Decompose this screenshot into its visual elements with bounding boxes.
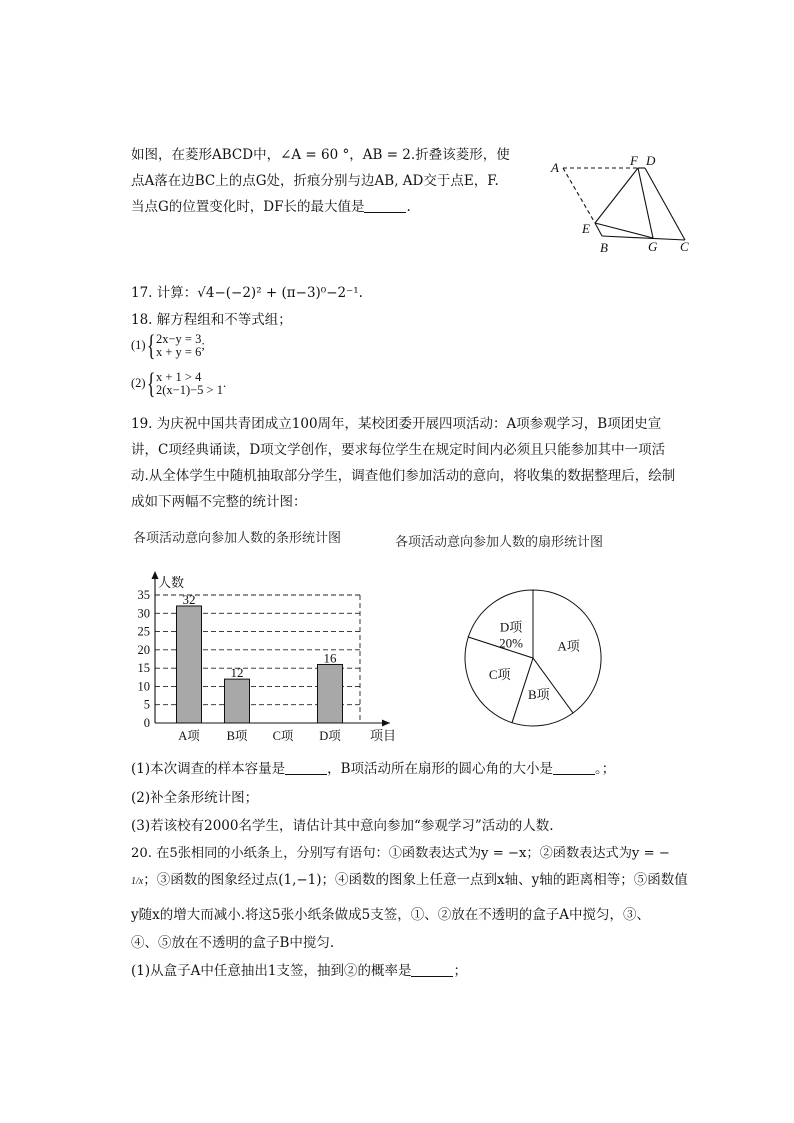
y-tick-label: 30: [137, 606, 150, 621]
y-tick-label: 0: [143, 716, 150, 730]
q20-sub1: [131, 959, 467, 979]
q20-sub1-end: ；: [453, 963, 467, 979]
q19-sample-size-blank[interactable]: [285, 760, 327, 775]
q16-text: [131, 142, 541, 220]
pie-slice-label: A项: [557, 638, 580, 654]
y-axis-label: 人数: [158, 575, 185, 590]
label-F: F: [630, 153, 638, 168]
pie-slice-label: C项: [488, 666, 511, 682]
bar: [318, 664, 343, 723]
q16-end: .: [406, 199, 411, 215]
q19-line1: 19. 为庆祝中国共青团成立100周年，某校团委开展四项活动：A项参观学习，B项团史宣: [131, 416, 662, 432]
y-tick-label: 15: [137, 661, 150, 676]
y-tick-label: 5: [143, 697, 150, 712]
q20-sub1-text: (1)从盒子A中任意抽出1支签，抽到②的概率是: [131, 963, 412, 979]
label-C: C: [680, 239, 689, 254]
q19-line2: 讲，C项经典诵读，D项文学创作，要求每位学生在规定时间内必须且只能参加其中一项活: [131, 442, 666, 458]
bar: [177, 606, 202, 723]
bar: [225, 679, 250, 723]
q19-line4: 成如下两幅不完整的统计图：: [131, 494, 307, 510]
y-tick-label: 25: [137, 624, 150, 639]
q19-sub1: [131, 757, 615, 777]
q20-line2: ；③函数的图象经过点(1,−1)；④函数的图象上任意一点到x轴、y轴的距离相等；⑤函数值: [143, 872, 688, 888]
q18-part1-system: [131, 329, 205, 362]
q18-p2-label: (2): [131, 375, 146, 390]
q16-line2: 点A落在边BC上的点G处，折痕分别与边AB, AD交于点E，F.: [131, 173, 499, 189]
label-B: B: [600, 240, 608, 255]
rhombus-figure: [540, 148, 700, 258]
q18-p1-eq1: 2x−y = 3: [155, 332, 202, 346]
q18-p2-eq1: x + 1 > 4: [155, 370, 202, 384]
x-tick-label: A项: [178, 729, 200, 743]
segment-BC: [602, 236, 685, 240]
q18-p2-end: .: [222, 375, 227, 390]
q19-text: [131, 411, 693, 515]
q19-sub1-mid: ，B项活动所在扇形的圆心角的大小是: [327, 761, 554, 777]
q19-angle-blank[interactable]: [553, 760, 595, 775]
q20-line4: ④、⑤放在不透明的盒子B中搅匀.: [131, 935, 335, 951]
q18-part2-system: [131, 367, 227, 400]
segment-AE: [563, 168, 595, 223]
bar-data-label: 32: [182, 591, 196, 607]
brace-icon: {: [146, 367, 156, 400]
label-D: D: [646, 153, 656, 168]
label-E: E: [582, 221, 590, 236]
y-tick-label: 10: [137, 679, 150, 694]
q16-line3: 当点G的位置变化时，DF长的最大值是: [131, 199, 365, 215]
fold-line-EF: [595, 168, 638, 223]
bar-chart: [125, 565, 405, 750]
bar-data-label: 16: [323, 650, 337, 666]
y-tick-label: 20: [137, 642, 150, 657]
pie-slice-label: D项: [499, 619, 523, 635]
pie-chart: [455, 582, 615, 742]
q19-sub3: (3)若该校有2000名学生，请估计其中意向参加“参观学习”活动的人数.: [131, 818, 554, 834]
bar-chart-title: 各项活动意向参加人数的条形统计图: [133, 531, 342, 546]
pie-chart-title: 各项活动意向参加人数的扇形统计图: [395, 535, 604, 550]
q16-line1: 如图，在菱形ABCD中，∠A = 60 °，AB = 2.折叠该菱形，使: [131, 147, 510, 163]
x-tick-label: B项: [226, 729, 248, 743]
pie-percent-label: 20%: [499, 635, 523, 651]
y-tick-label: 35: [137, 588, 150, 602]
x-axis-label: 项目: [370, 728, 397, 743]
brace-icon: {: [146, 329, 156, 362]
q20-fraction: 1/x: [131, 876, 144, 887]
q18-text: 18. 解方程组和不等式组；: [131, 312, 292, 328]
q20-line1: 20. 在5张相同的小纸条上，分别写有语句：①函数表达式为y = −x；②函数表达式为y = −: [131, 846, 670, 861]
x-tick-label: C项: [272, 729, 294, 743]
q18-p2-eq2: 2(x−1)−5 > 1: [155, 383, 223, 397]
x-tick-label: D项: [319, 729, 341, 743]
q18-p1-end: ;: [201, 337, 205, 352]
q16-answer-blank[interactable]: [364, 198, 406, 213]
q19-line3: 动.从全体学生中随机抽取部分学生，调查他们参加活动的意向，将收集的数据整理后，绘制: [131, 468, 676, 484]
label-A: A: [551, 160, 559, 175]
x-axis-arrow-icon: [382, 720, 390, 727]
q19-sub1-text: (1)本次调查的样本容量是: [131, 761, 286, 777]
q18-p1-label: (1): [131, 337, 146, 352]
q19-sub1-end: 。；: [595, 761, 616, 777]
q18-p1-eq2: x + y = 6: [155, 345, 202, 359]
q19-sub2: (2)补全条形统计图；: [131, 790, 259, 806]
pie-slice-label: B项: [528, 686, 550, 702]
q20-line3: y随x的增大而减小.将这5张小纸条做成5支签，①、②放在不透明的盒子A中搅匀，③、: [131, 907, 650, 923]
q17-text: 17. 计算：√4−(−2)² + (π−3)⁰−2⁻¹.: [131, 285, 363, 301]
label-G: G: [648, 239, 658, 254]
q20-probability-blank[interactable]: [411, 962, 453, 977]
bar-data-label: 12: [230, 665, 244, 681]
q20-line2-row: [131, 868, 688, 888]
